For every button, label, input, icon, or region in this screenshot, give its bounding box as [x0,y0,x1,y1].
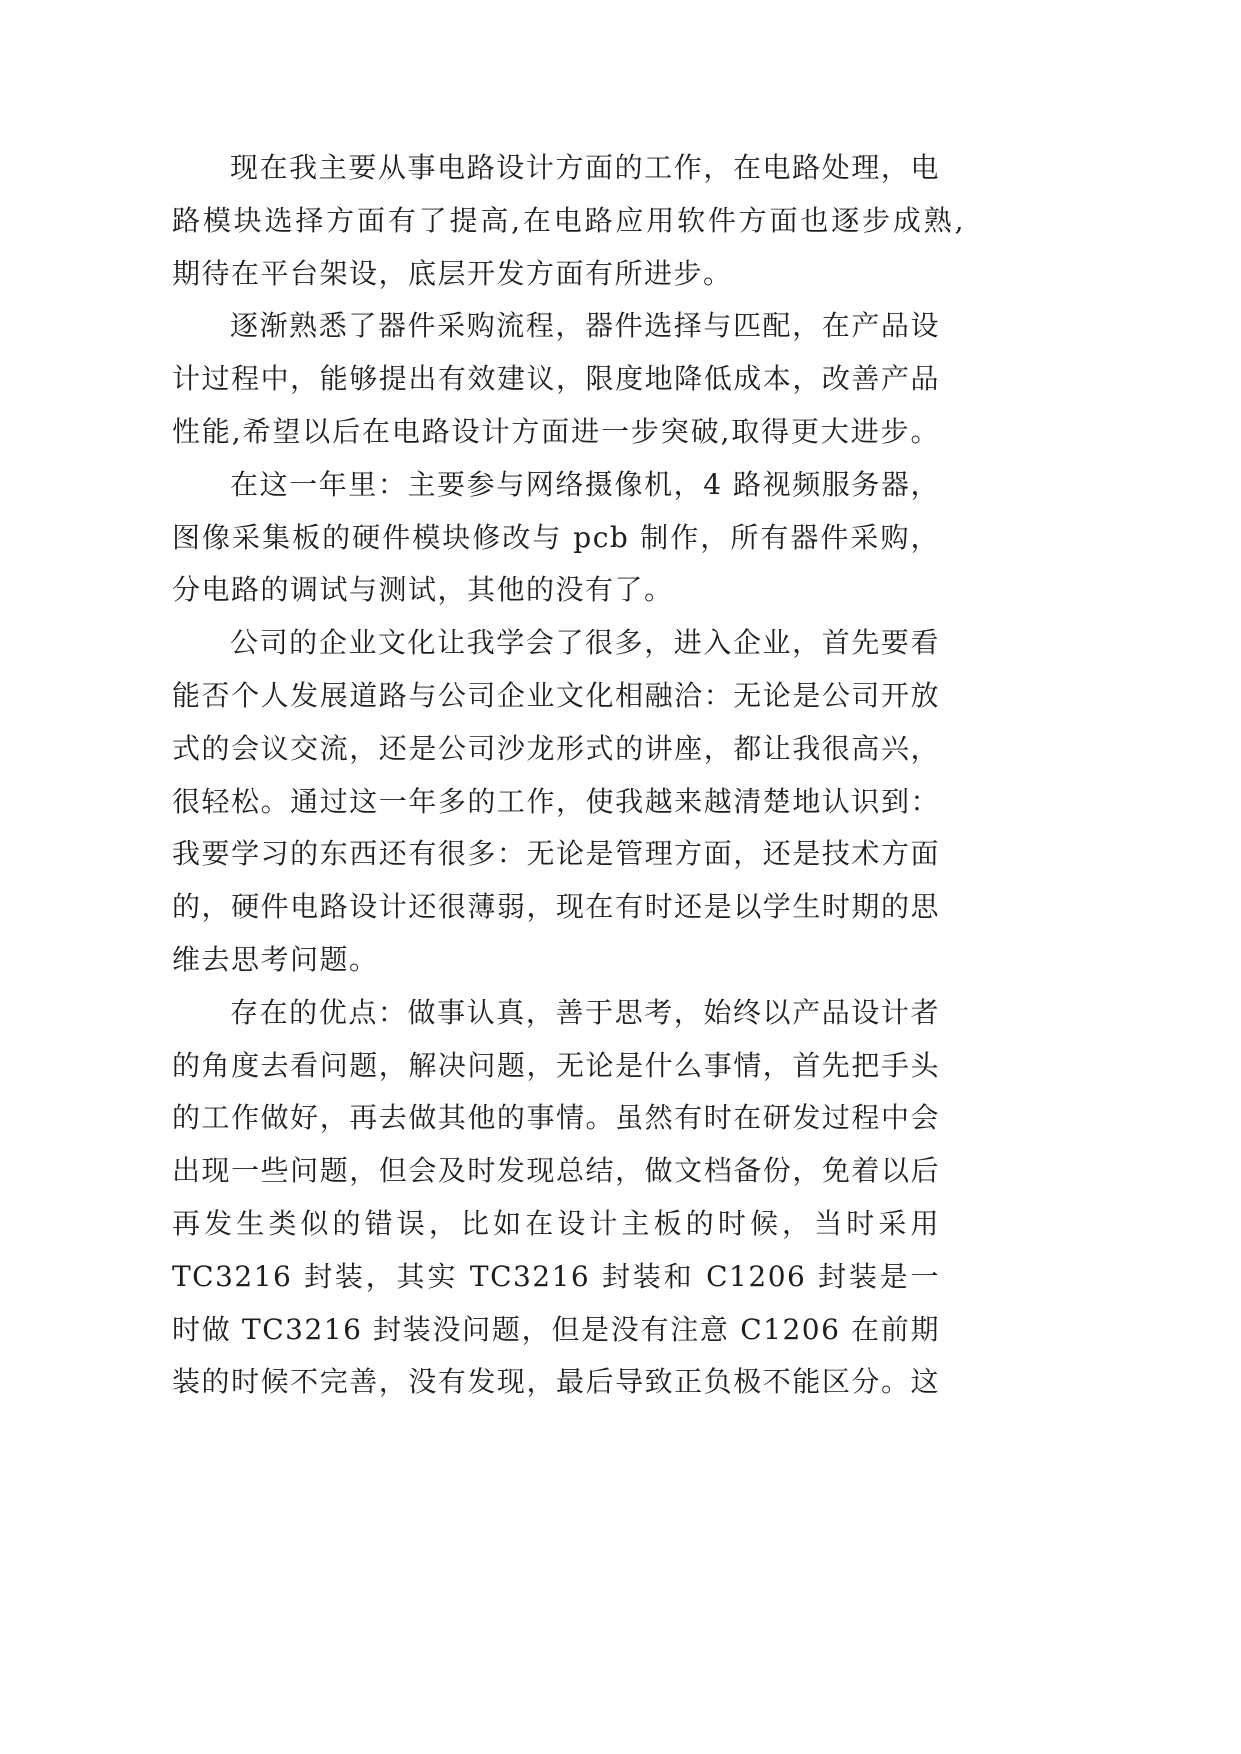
text-line: 逐渐熟悉了器件采购流程，器件选择与匹配，在产品设 [230,309,940,343]
text-line: 维去思考问题。 [172,942,379,976]
paragraph [172,987,972,1409]
text-line: 图像采集板的硬件模块修改与 pcb 制作，所有器件采购， [172,520,940,554]
text-line: 性能,希望以后在电路设计方面进一步突破,取得更大进步。 [172,414,940,448]
text-line: 公司的企业文化让我学会了很多，进入企业，首先要看 [230,626,940,660]
text-line: 的工作做好，再去做其他的事情。虽然有时在研发过程中会 [172,1101,940,1135]
text-line: TC3216 封装，其实 TC3216 封装和 C1206 封装是一 [172,1259,940,1293]
text-line: 现在我主要从事电路设计方面的工作，在电路处理，电 [230,151,940,184]
text-line: 很轻松。通过这一年多的工作，使我越来越清楚地认识到： [172,784,940,818]
text-line: 期待在平台架设，底层开发方面有所进步。 [172,256,733,290]
document-body [172,142,972,1409]
paragraph [172,142,972,300]
paragraph [172,300,972,458]
text-line: 能否个人发展道路与公司企业文化相融洽：无论是公司开放 [172,678,940,712]
text-line: 在这一年里：主要参与网络摄像机，4 路视频服务器， [230,467,940,501]
text-line: 路模块选择方面有了提高,在电路应用软件方面也逐步成熟, [172,203,965,237]
text-line: 存在的优点：做事认真，善于思考，始终以产品设计者 [230,995,940,1029]
text-line: 时做 TC3216 封装没问题，但是没有注意 C1206 在前期 [172,1312,940,1346]
text-line: 式的会议交流，还是公司沙龙形式的讲座，都让我很高兴， [172,731,940,765]
paragraph [172,459,972,617]
text-line: 的角度去看问题，解决问题，无论是什么事情，首先把手头 [172,1048,940,1082]
text-line: 的，硬件电路设计还很薄弱，现在有时还是以学生时期的思 [172,890,940,924]
text-line: 装的时候不完善，没有发现，最后导致正负极不能区分。这 [172,1365,940,1399]
text-line: 我要学习的东西还有很多：无论是管理方面，还是技术方面 [172,837,940,871]
paragraph [172,617,972,987]
text-line: 计过程中，能够提出有效建议，限度地降低成本，改善产品 [172,362,940,396]
text-line: 再发生类似的错误，比如在设计主板的时候，当时采用 [172,1206,940,1240]
text-line: 出现一些问题，但会及时发现总结，做文档备份，免着以后 [172,1154,940,1188]
text-line: 分电路的调试与测试，其他的没有了。 [172,573,674,607]
